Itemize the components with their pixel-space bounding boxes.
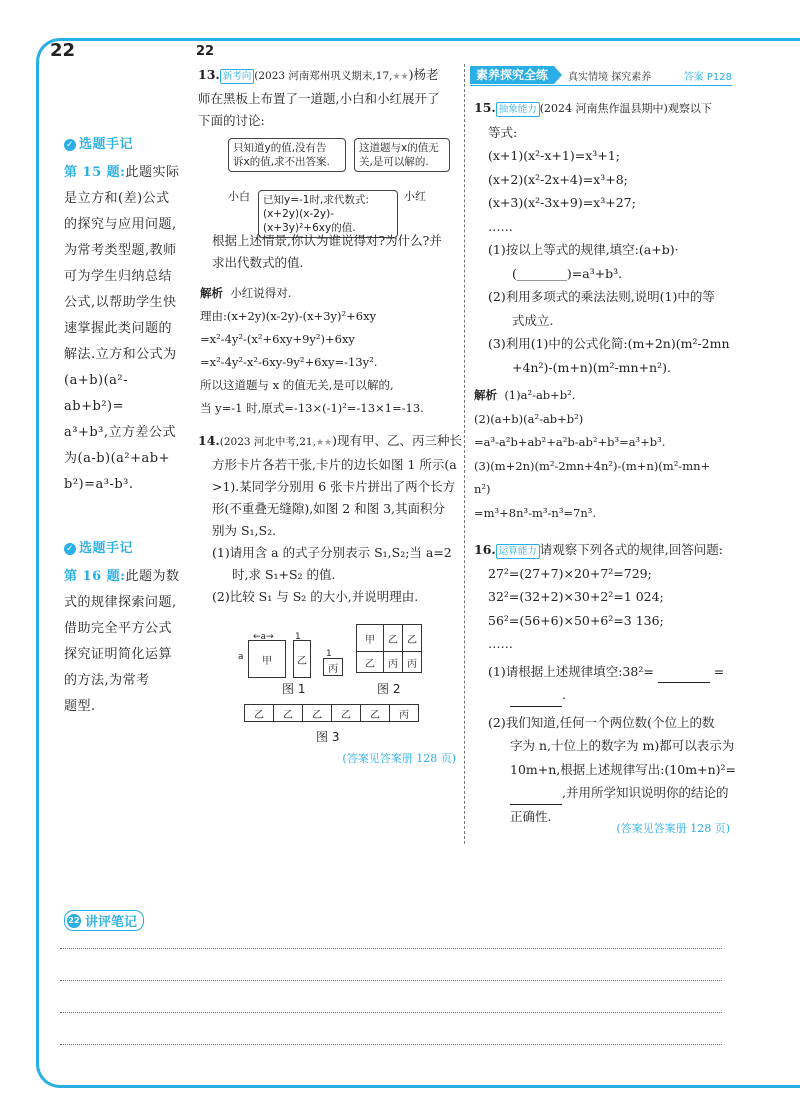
fig2-cell: 乙 xyxy=(356,651,384,673)
banner-arrow-icon xyxy=(554,66,562,84)
note-icon: ✓ xyxy=(65,544,75,554)
column-divider xyxy=(464,64,465,844)
banner-answer-link[interactable]: 答案 P128 xyxy=(683,71,732,83)
question-15-solution: 解析 (1)a²-ab+b². (2)(a+b)(a²-ab+b²) =a³-a²b+ab²+a²b-ab²+b³=a³+b³. (3)(m+2n)(m²-2mn+4n²)-(m+n)(m²-mn+ n²) =m³+8n³-m³-n³=7n³. xyxy=(474,388,711,520)
note-header: ✓ 选题手记 xyxy=(65,541,134,556)
blackboard-problem: 已知y=-1时,求代数式: (x+2y)(x-2y)-(x+3y)²+6xy的值. xyxy=(258,190,398,238)
fig3-cell: 乙 xyxy=(331,704,361,722)
fig3-cell: 乙 xyxy=(360,704,390,722)
fig2-cell: 丙 xyxy=(383,651,403,673)
dim-1-right: 1 xyxy=(326,649,332,659)
note-line[interactable] xyxy=(60,980,722,981)
fig3-cell: 乙 xyxy=(302,704,332,722)
question-tag: 运算能力 xyxy=(496,544,540,559)
note-line[interactable] xyxy=(60,1044,722,1045)
figure-3-caption: 图 3 xyxy=(316,730,340,744)
dim-a-left: a xyxy=(238,652,244,662)
question-16: 16. 运算能力 请观察下列各式的规律,回答问题: 27²=(27+7)×20+7²=729; 32²=(32+2)×30+2²=1 024; 56²=(56+6)×50+6²=3 136; …… (1)请根据上述规律填空:38²= = . (2)我们知道,任何一个两位数(个位上的数 字为 n,十位上的数字为 m)都可以表示为 10m+n,根据上述规律写出:(10m+n)²= ,并用所学知识说明你的结论的 正确性. xyxy=(474,542,736,824)
question-tag: 新考向 xyxy=(220,69,255,84)
sidebar-note-16 xyxy=(64,536,184,720)
notes-header: 22 讲评笔记 xyxy=(64,910,144,931)
card-bing: 丙 xyxy=(323,658,343,676)
fig3-cell: 乙 xyxy=(273,704,303,722)
name-xiaobai: 小白 xyxy=(228,190,250,203)
fig3-cell: 乙 xyxy=(244,704,274,722)
question-13-ask: 根据上述情景,你认为谁说得对?为什么?并 求出代数式的值. xyxy=(212,233,442,270)
fill-blank[interactable] xyxy=(510,693,562,707)
question-13-solution: 解析 小红说得对. 理由:(x+2y)(x-2y)-(x+3y)²+6xy =x²-4y²-(x²+6xy+9y²)+6xy =x²-4y²-x²-6xy-9y²+6xy=-13y². 所以这道题与 x 的值无关,是可以解的, 当 y=-1 时,原式=-13×(-1)²=-13×1=-13. xyxy=(200,286,424,415)
fig3-cell: 丙 xyxy=(389,704,419,722)
fill-blank[interactable] xyxy=(510,791,562,805)
question-13: 13. 新考向 (2023 河南郑州巩义期末,17,★★)杨老 师在黑板上布置了一道题,小白和小红展开了 下面的讨论: xyxy=(198,67,440,128)
question-tag: 抽象能力 xyxy=(496,102,540,117)
banner-underline xyxy=(470,85,732,86)
page-number: 22 xyxy=(50,40,76,61)
card-jia: 甲 xyxy=(248,640,286,678)
note-line[interactable] xyxy=(60,948,722,949)
difficulty-stars: ★★ xyxy=(315,438,333,448)
note-body: 第 16 题:此题为数 式的规律探索问题, 借助完全平方公式 探究证明简化运算 的方法,为常考 题型. xyxy=(64,569,180,714)
answer-reference-16: (答案见答案册 128 页) xyxy=(616,822,730,835)
figure-2-caption: 图 2 xyxy=(377,682,401,696)
note-header: ✓ 选题手记 xyxy=(65,137,134,152)
fig2-cell: 丙 xyxy=(402,651,422,673)
page-number-top: 22 xyxy=(196,44,215,59)
fill-blank[interactable] xyxy=(658,669,710,683)
banner-subtitle: 真实情境 探究素养 xyxy=(568,71,652,83)
note-body: 第 15 题:此题实际 是立方和(差)公式 的探究与应用问题, 为常考类型题,教师 可为学生归纳总结 公式,以帮助学生快 速掌握此类问题的 解法.立方和公式为 (a+b)(a²-ab+b²)= a³+b³,立方差公式 为(a-b)(a²+ab+ b²)=a³-b³. xyxy=(64,165,180,492)
banner-title: 素养探究全练 xyxy=(470,66,554,84)
note-icon: ✓ xyxy=(65,140,75,150)
fig2-cell: 乙 xyxy=(383,624,403,652)
speech-bubble-left: 只知道y的值,没有告 诉x的值,求不出答案. xyxy=(228,138,346,172)
note-line[interactable] xyxy=(60,1012,722,1013)
speech-bubble-right: 这道题与x的值无 关,是可以解的. xyxy=(354,138,450,172)
question-15: 15. 抽象能力 (2024 河南焦作温县期中)观察以下 等式: (x+1)(x²-x+1)=x³+1; (x+2)(x²-2x+4)=x³+8; (x+3)(x²-3x+9)=x³+27; …… (1)按以上等式的规律,填空:(a+b)· (________)=a³+b³. (2)利用多项式的乘法法则,说明(1)中的等 式成立. (3)利用(1)中的公式化简:(m+2n)(m²-2mn +4n²)-(m+n)(m²-mn+n²). xyxy=(474,100,730,375)
notes-badge-icon: 22 xyxy=(67,914,81,928)
sidebar-note-15 xyxy=(64,132,184,498)
figure-1-caption: 图 1 xyxy=(282,682,306,696)
fig2-cell: 甲 xyxy=(356,624,384,652)
difficulty-stars: ★★ xyxy=(392,72,409,82)
section-banner xyxy=(470,66,732,84)
answer-reference-14: (答案见答案册 128 页) xyxy=(342,752,456,765)
fig2-cell: 乙 xyxy=(402,624,422,652)
dim-a-top: ←a→ xyxy=(253,632,274,642)
name-xiaohong: 小红 xyxy=(404,190,426,203)
dim-1-top: 1 xyxy=(295,632,301,642)
card-yi: 乙 xyxy=(293,640,311,678)
question-14: 14.(2023 河北中考,21,★★)现有甲、乙、丙三种长 方形卡片各若干张,卡片的边长如图 1 所示(a >1).某同学分别用 6 张卡片拼出了两个长方 形(不重叠无缝隙),如图 2 和图 3,其面积分 别为 S₁,S₂. (1)请用含 a 的式子分别表示 S₁,S₂;当 a=2 时,求 S₁+S₂ 的值. (2)比较 S₁ 与 S₂ 的大小,并说明理由. xyxy=(198,433,462,604)
